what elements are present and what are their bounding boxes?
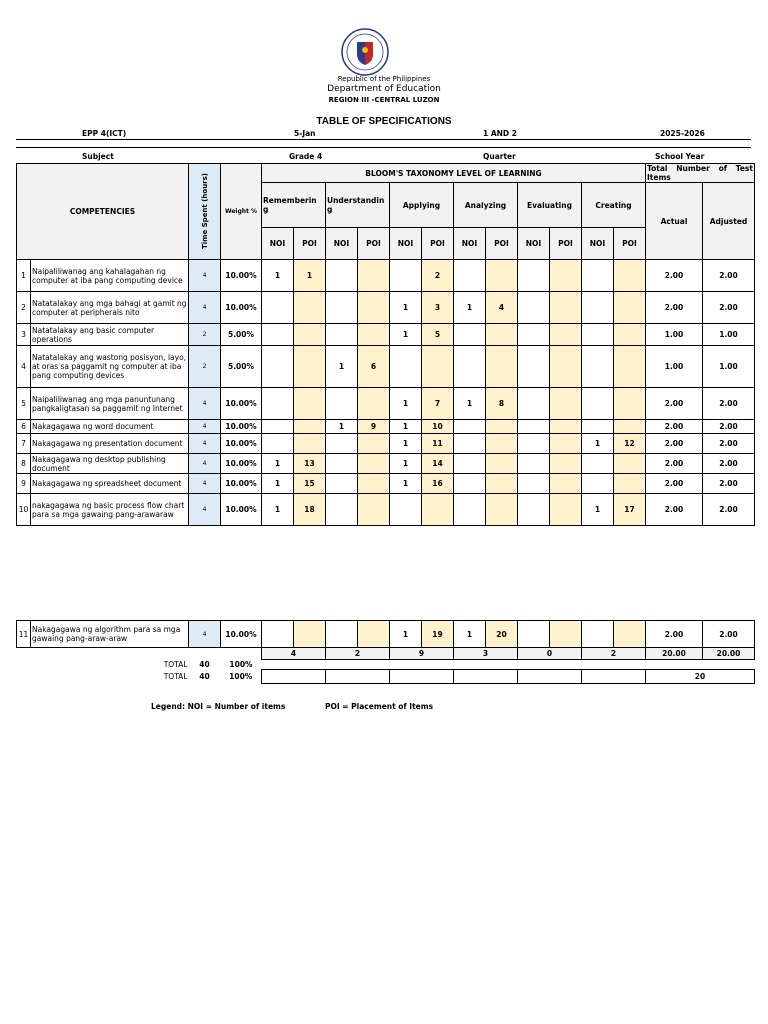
poi-cell <box>358 474 390 494</box>
total-label: TOTAL <box>163 660 188 669</box>
level-remembering: Rememberin g <box>262 183 326 228</box>
noi-header: NOI <box>582 228 614 260</box>
time-spent: 2 <box>189 324 221 346</box>
noi-cell <box>582 420 614 434</box>
noi-cell: 1 <box>582 434 614 454</box>
poi-cell: 2 <box>422 260 454 292</box>
actual-value: 2.00 <box>646 454 703 474</box>
poi-cell: 15 <box>294 474 326 494</box>
total-hours: 40 <box>199 660 210 669</box>
competency-text: Nakagagawa ng spreadsheet document <box>31 474 189 494</box>
noi-cell <box>390 494 422 526</box>
poi-cell <box>614 621 646 648</box>
level-total: 2 <box>326 648 390 660</box>
level-totals-row <box>17 648 755 660</box>
poi-cell: 20 <box>486 621 518 648</box>
poi-cell <box>294 434 326 454</box>
noi-cell <box>326 324 358 346</box>
adjusted-header: Adjusted <box>703 183 755 260</box>
noi-cell <box>326 260 358 292</box>
noi-cell <box>518 346 550 388</box>
noi-cell: 1 <box>390 292 422 324</box>
time-spent: 4 <box>189 474 221 494</box>
poi-cell <box>550 260 582 292</box>
adjusted-value: 2.00 <box>703 292 755 324</box>
table-row <box>17 621 755 648</box>
adjusted-value: 1.00 <box>703 346 755 388</box>
table-row <box>17 434 755 454</box>
grand-total: 20 <box>646 670 755 684</box>
actual-value: 2.00 <box>646 474 703 494</box>
adjusted-value: 2.00 <box>703 420 755 434</box>
table-row <box>17 454 755 474</box>
noi-cell <box>518 494 550 526</box>
noi-cell <box>454 260 486 292</box>
table-row <box>17 494 755 526</box>
poi-cell <box>422 494 454 526</box>
poi-cell <box>358 621 390 648</box>
noi-cell: 1 <box>390 324 422 346</box>
noi-cell: 1 <box>390 454 422 474</box>
noi-cell <box>518 621 550 648</box>
noi-cell <box>262 621 294 648</box>
table-row <box>17 260 755 292</box>
noi-cell <box>518 388 550 420</box>
noi-cell <box>454 324 486 346</box>
competency-text: Naipaliliwanag ang kahalagahan ng computer at iba pang computing device <box>31 260 189 292</box>
poi-cell <box>358 434 390 454</box>
noi-cell: 1 <box>262 454 294 474</box>
time-spent: 4 <box>189 388 221 420</box>
noi-cell <box>326 474 358 494</box>
poi-cell <box>486 494 518 526</box>
noi-cell: 1 <box>390 434 422 454</box>
level-total: 4 <box>262 648 326 660</box>
total-row-2 <box>17 670 755 684</box>
noi-cell <box>262 420 294 434</box>
poi-cell <box>550 388 582 420</box>
subject-label: Subject <box>82 152 114 161</box>
competency-text: nakagagawa ng basic process flow chart para sa mga gawaing pang-arawaraw <box>31 494 189 526</box>
poi-cell <box>358 260 390 292</box>
poi-cell <box>614 324 646 346</box>
table-row <box>17 420 755 434</box>
time-spent: 4 <box>189 420 221 434</box>
adjusted-value: 2.00 <box>703 388 755 420</box>
weight-header: Weight % <box>221 164 262 260</box>
noi-cell: 1 <box>390 621 422 648</box>
total-adjusted: 20.00 <box>703 648 755 660</box>
actual-value: 2.00 <box>646 260 703 292</box>
poi-cell <box>550 434 582 454</box>
level-total: 9 <box>390 648 454 660</box>
poi-header: POI <box>550 228 582 260</box>
noi-cell <box>326 454 358 474</box>
time-spent-header: Time Spent (hours) <box>189 164 221 260</box>
level-total: 0 <box>518 648 582 660</box>
legend-noi: Legend: NOI = Number of items <box>151 702 286 711</box>
row-number: 4 <box>17 346 31 388</box>
total-items-header: Total Number of Test Items <box>647 164 753 182</box>
time-spent: 4 <box>189 260 221 292</box>
noi-cell <box>262 324 294 346</box>
competency-text: Natatalakay ang basic computer operations <box>31 324 189 346</box>
poi-cell <box>294 621 326 648</box>
weight-value: 10.00% <box>221 292 262 324</box>
table-row <box>17 388 755 420</box>
time-spent: 4 <box>189 621 221 648</box>
page-title: TABLE OF SPECIFICATIONS <box>316 116 452 127</box>
actual-value: 1.00 <box>646 324 703 346</box>
weight-value: 10.00% <box>221 454 262 474</box>
row-number: 6 <box>17 420 31 434</box>
poi-cell <box>294 420 326 434</box>
poi-cell <box>614 454 646 474</box>
noi-cell <box>326 388 358 420</box>
noi-cell <box>326 494 358 526</box>
poi-cell <box>550 420 582 434</box>
row-number: 8 <box>17 454 31 474</box>
poi-header: POI <box>486 228 518 260</box>
poi-cell <box>294 388 326 420</box>
level-understanding: Understandin g <box>326 183 390 228</box>
noi-cell: 1 <box>454 621 486 648</box>
poi-cell <box>358 494 390 526</box>
noi-cell <box>262 388 294 420</box>
poi-cell <box>486 474 518 494</box>
blank-cell <box>17 648 262 660</box>
noi-cell <box>262 292 294 324</box>
competency-text: Natatalakay ang mga bahagi at gamit ng computer at peripherals nito <box>31 292 189 324</box>
poi-cell <box>550 292 582 324</box>
empty-level-cell <box>454 670 518 684</box>
weight-value: 10.00% <box>221 388 262 420</box>
competency-text: Nakagagawa ng presentation document <box>31 434 189 454</box>
noi-cell: 1 <box>262 474 294 494</box>
noi-cell <box>518 292 550 324</box>
competency-text: Nakagagawa ng desktop publishing document <box>31 454 189 474</box>
poi-header: POI <box>614 228 646 260</box>
noi-cell <box>518 474 550 494</box>
actual-value: 2.00 <box>646 621 703 648</box>
empty-level-cell <box>518 670 582 684</box>
level-total: 2 <box>582 648 646 660</box>
poi-cell: 19 <box>422 621 454 648</box>
adjusted-value: 2.00 <box>703 454 755 474</box>
table-row <box>17 474 755 494</box>
noi-cell <box>454 474 486 494</box>
noi-cell: 1 <box>390 388 422 420</box>
poi-cell <box>614 420 646 434</box>
noi-cell <box>454 494 486 526</box>
table-row <box>17 292 755 324</box>
actual-value: 2.00 <box>646 420 703 434</box>
noi-cell <box>582 454 614 474</box>
noi-cell: 1 <box>326 420 358 434</box>
time-spent: 2 <box>189 346 221 388</box>
poi-cell <box>486 260 518 292</box>
noi-cell <box>326 434 358 454</box>
noi-cell <box>518 454 550 474</box>
noi-cell <box>518 260 550 292</box>
noi-cell <box>582 346 614 388</box>
poi-cell <box>550 346 582 388</box>
competencies-header: COMPETENCIES <box>17 164 189 260</box>
poi-cell <box>550 474 582 494</box>
total-label: TOTAL <box>163 672 188 681</box>
noi-cell <box>582 474 614 494</box>
adjusted-value: 1.00 <box>703 324 755 346</box>
noi-header: NOI <box>518 228 550 260</box>
actual-header: Actual <box>646 183 703 260</box>
blooms-header: BLOOM'S TAXONOMY LEVEL OF LEARNING <box>262 164 646 183</box>
poi-cell <box>486 454 518 474</box>
empty-level-cell <box>326 670 390 684</box>
tos-table <box>16 163 755 526</box>
noi-cell <box>582 324 614 346</box>
noi-header: NOI <box>262 228 294 260</box>
actual-value: 2.00 <box>646 494 703 526</box>
noi-cell <box>454 434 486 454</box>
weight-value: 5.00% <box>221 324 262 346</box>
noi-cell <box>390 260 422 292</box>
noi-cell <box>518 420 550 434</box>
poi-cell: 16 <box>422 474 454 494</box>
poi-cell <box>550 621 582 648</box>
noi-cell <box>454 346 486 388</box>
meta-line-2 <box>16 147 751 148</box>
poi-cell <box>486 346 518 388</box>
weight-value: 10.00% <box>221 621 262 648</box>
noi-cell <box>262 346 294 388</box>
poi-cell <box>614 292 646 324</box>
poi-cell: 12 <box>614 434 646 454</box>
row-number: 9 <box>17 474 31 494</box>
row-number: 10 <box>17 494 31 526</box>
poi-cell <box>294 324 326 346</box>
deped-seal <box>341 28 389 76</box>
time-spent: 4 <box>189 292 221 324</box>
noi-cell: 1 <box>582 494 614 526</box>
total-weight: 100% <box>229 672 253 681</box>
poi-cell: 9 <box>358 420 390 434</box>
poi-cell: 5 <box>422 324 454 346</box>
poi-cell <box>614 388 646 420</box>
actual-value: 2.00 <box>646 388 703 420</box>
actual-value: 2.00 <box>646 434 703 454</box>
poi-cell <box>614 474 646 494</box>
noi-cell <box>326 621 358 648</box>
adjusted-value: 2.00 <box>703 434 755 454</box>
row-number: 2 <box>17 292 31 324</box>
competency-text: Naipaliliwanag ang mga panuntunang pangkaligtasan sa paggamit ng Internet <box>31 388 189 420</box>
tos-table-continued <box>16 620 755 684</box>
row-number: 11 <box>17 621 31 648</box>
time-spent: 4 <box>189 494 221 526</box>
noi-cell <box>582 292 614 324</box>
noi-cell: 1 <box>390 474 422 494</box>
competency-text: Natatalakay ang wastong posisyon, layo, at oras sa paggamit ng computer at iba pang computing devices <box>31 346 189 388</box>
poi-cell <box>614 346 646 388</box>
noi-cell <box>390 346 422 388</box>
poi-cell: 13 <box>294 454 326 474</box>
level-evaluating: Evaluating <box>518 183 582 228</box>
poi-cell: 14 <box>422 454 454 474</box>
competency-text: Nakagagawa ng algorithm para sa mga gawaing pang-araw-araw <box>31 621 189 648</box>
noi-cell <box>582 621 614 648</box>
blank-cell <box>262 660 755 670</box>
noi-cell: 1 <box>454 388 486 420</box>
poi-cell <box>550 324 582 346</box>
total-hours: 40 <box>199 672 210 681</box>
weight-value: 10.00% <box>221 434 262 454</box>
poi-cell: 3 <box>422 292 454 324</box>
grade-value: 5-Jan <box>294 129 316 138</box>
row-number: 3 <box>17 324 31 346</box>
poi-cell <box>486 434 518 454</box>
noi-header: NOI <box>326 228 358 260</box>
poi-header: POI <box>358 228 390 260</box>
weight-value: 10.00% <box>221 494 262 526</box>
noi-cell: 1 <box>390 420 422 434</box>
poi-cell: 7 <box>422 388 454 420</box>
poi-cell <box>550 454 582 474</box>
poi-cell: 10 <box>422 420 454 434</box>
adjusted-value: 2.00 <box>703 494 755 526</box>
table-row <box>17 346 755 388</box>
level-analyzing: Analyzing <box>454 183 518 228</box>
poi-cell <box>550 494 582 526</box>
grade-label: Grade 4 <box>289 152 323 161</box>
actual-value: 1.00 <box>646 346 703 388</box>
legend-poi: POI = Placement of Items <box>325 702 434 711</box>
poi-cell: 18 <box>294 494 326 526</box>
poi-cell <box>294 292 326 324</box>
actual-value: 2.00 <box>646 292 703 324</box>
time-spent: 4 <box>189 454 221 474</box>
poi-header: POI <box>294 228 326 260</box>
table-row <box>17 324 755 346</box>
empty-level-cell <box>390 670 454 684</box>
poi-cell <box>358 324 390 346</box>
poi-cell <box>294 346 326 388</box>
poi-cell: 8 <box>486 388 518 420</box>
year-value: 2025-2026 <box>660 129 705 138</box>
poi-cell <box>358 388 390 420</box>
row-number: 5 <box>17 388 31 420</box>
time-spent: 4 <box>189 434 221 454</box>
poi-cell <box>358 454 390 474</box>
poi-cell <box>486 420 518 434</box>
weight-value: 10.00% <box>221 474 262 494</box>
empty-level-cell <box>262 670 326 684</box>
noi-cell <box>582 388 614 420</box>
row-number: 7 <box>17 434 31 454</box>
level-creating: Creating <box>582 183 646 228</box>
noi-header: NOI <box>454 228 486 260</box>
weight-value: 5.00% <box>221 346 262 388</box>
department-text: Department of Education <box>327 84 441 94</box>
level-total: 3 <box>454 648 518 660</box>
noi-cell: 1 <box>326 346 358 388</box>
quarter-label: Quarter <box>483 152 516 161</box>
noi-cell <box>518 434 550 454</box>
noi-cell: 1 <box>454 292 486 324</box>
noi-header: NOI <box>390 228 422 260</box>
poi-cell <box>486 324 518 346</box>
noi-cell <box>518 324 550 346</box>
noi-cell <box>454 454 486 474</box>
noi-cell <box>454 420 486 434</box>
empty-level-cell <box>582 670 646 684</box>
poi-cell: 1 <box>294 260 326 292</box>
quarter-value: 1 AND 2 <box>483 129 517 138</box>
poi-header: POI <box>422 228 454 260</box>
adjusted-value: 2.00 <box>703 260 755 292</box>
noi-cell: 1 <box>262 494 294 526</box>
adjusted-value: 2.00 <box>703 621 755 648</box>
poi-cell: 17 <box>614 494 646 526</box>
level-applying: Applying <box>390 183 454 228</box>
weight-value: 10.00% <box>221 260 262 292</box>
poi-cell <box>358 292 390 324</box>
weight-value: 10.00% <box>221 420 262 434</box>
poi-cell: 6 <box>358 346 390 388</box>
noi-cell <box>262 434 294 454</box>
poi-cell: 11 <box>422 434 454 454</box>
total-actual: 20.00 <box>646 648 703 660</box>
total-weight: 100% <box>229 660 253 669</box>
poi-cell: 4 <box>486 292 518 324</box>
noi-cell: 1 <box>262 260 294 292</box>
republic-text: Republic of the Philippines <box>337 75 431 83</box>
subject-value: EPP 4(ICT) <box>82 129 127 138</box>
total-row <box>17 660 755 670</box>
meta-underline <box>16 139 751 140</box>
competency-text: Nakagagawa ng word document <box>31 420 189 434</box>
region-text: REGION III -CENTRAL LUZON <box>328 96 440 104</box>
poi-cell <box>614 260 646 292</box>
row-number: 1 <box>17 260 31 292</box>
noi-cell <box>326 292 358 324</box>
noi-cell <box>582 260 614 292</box>
poi-cell <box>422 346 454 388</box>
year-label: School Year <box>655 152 705 161</box>
adjusted-value: 2.00 <box>703 474 755 494</box>
